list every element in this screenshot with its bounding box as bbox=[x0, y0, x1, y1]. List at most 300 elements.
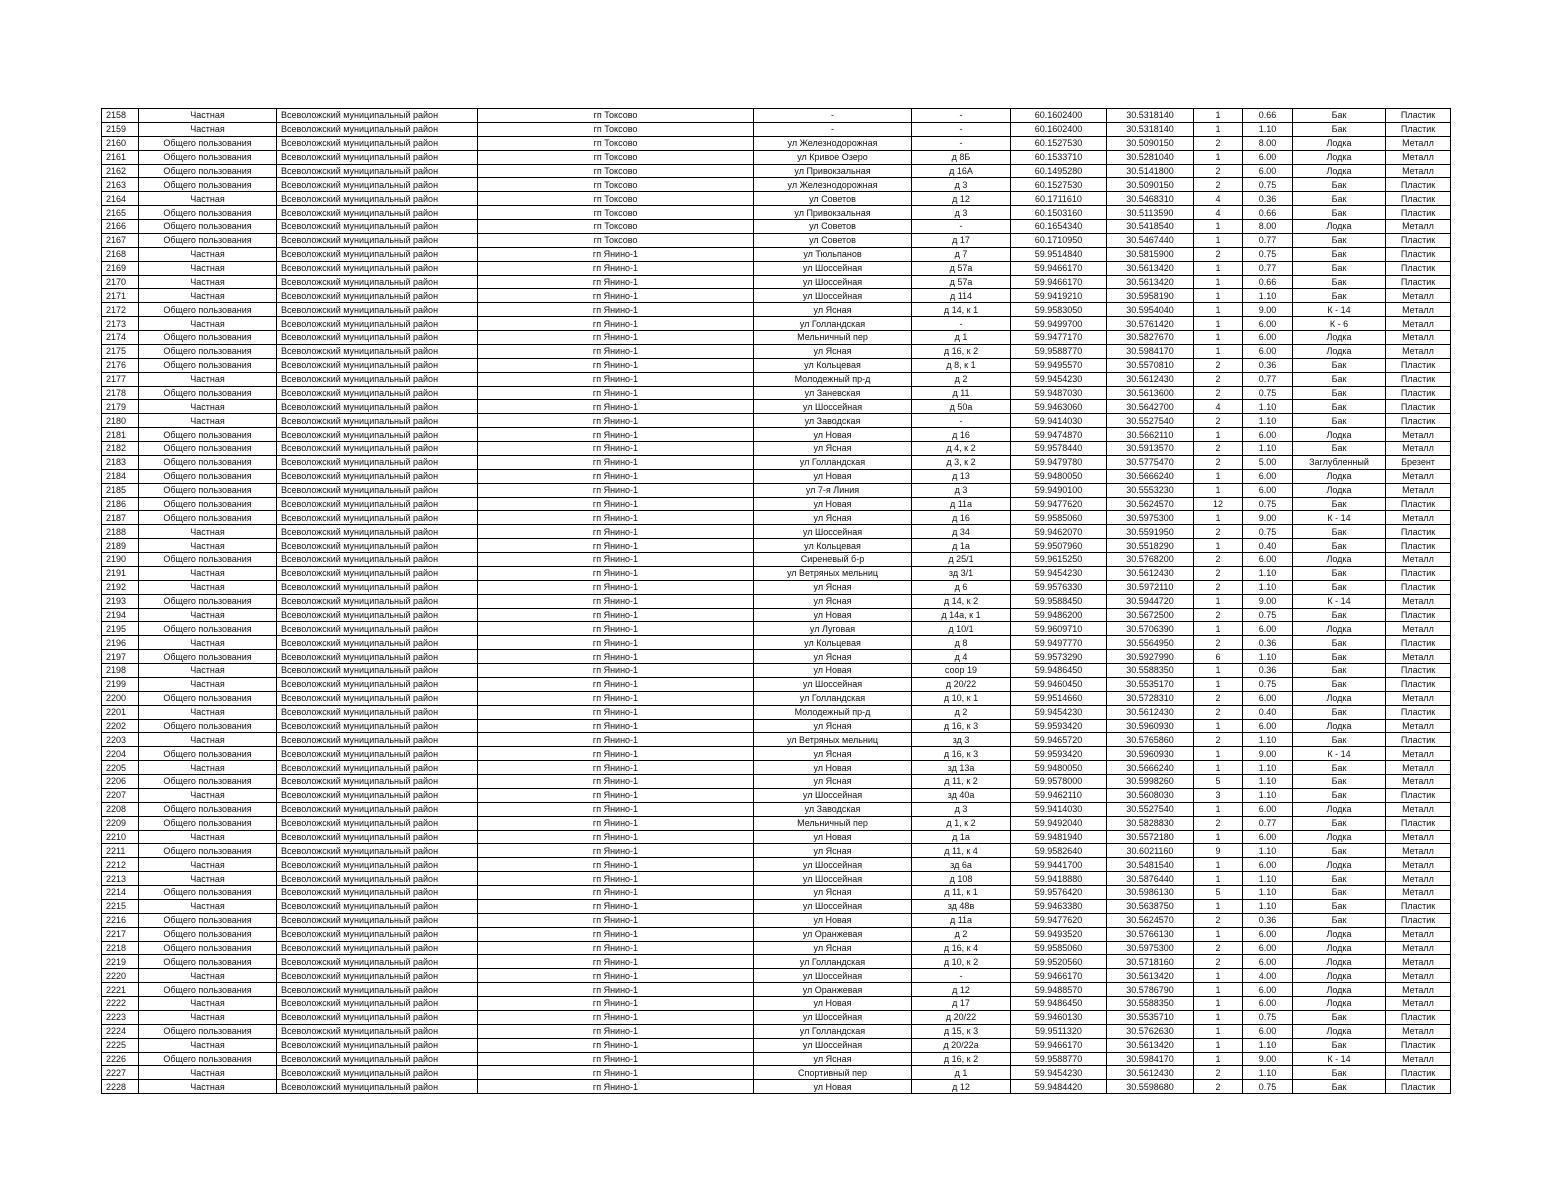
container-count-cell: 1 bbox=[1194, 261, 1243, 275]
container-type-cell: Бак bbox=[1293, 816, 1386, 830]
volume-cell: 0.75 bbox=[1243, 608, 1293, 622]
row-number-cell: 2203 bbox=[102, 733, 139, 747]
container-count-cell: 1 bbox=[1194, 233, 1243, 247]
settlement-cell: гп Янино-1 bbox=[478, 858, 754, 872]
settlement-cell: гп Янино-1 bbox=[478, 872, 754, 886]
row-number-cell: 2162 bbox=[102, 164, 139, 178]
volume-cell: 6.00 bbox=[1243, 927, 1293, 941]
container-type-cell: Заглубленный bbox=[1293, 455, 1386, 469]
table-row bbox=[102, 691, 1451, 705]
building-cell: - bbox=[912, 122, 1011, 136]
volume-cell: 6.00 bbox=[1243, 553, 1293, 567]
ownership-type-cell: Частная bbox=[139, 372, 277, 386]
longitude-cell: 30.5468310 bbox=[1107, 192, 1194, 206]
settlement-cell: гп Янино-1 bbox=[478, 1038, 754, 1052]
volume-cell: 0.77 bbox=[1243, 261, 1293, 275]
container-count-cell: 2 bbox=[1194, 164, 1243, 178]
row-number-cell: 2198 bbox=[102, 664, 139, 678]
longitude-cell: 30.5944720 bbox=[1107, 594, 1194, 608]
district-cell: Всеволожский муниципальный район bbox=[277, 261, 478, 275]
latitude-cell: 59.9490100 bbox=[1011, 483, 1107, 497]
ownership-type-cell: Общего пользования bbox=[139, 913, 277, 927]
street-cell: ул Шоссейная bbox=[754, 788, 912, 802]
volume-cell: 8.00 bbox=[1243, 220, 1293, 234]
longitude-cell: 30.6021160 bbox=[1107, 844, 1194, 858]
row-number-cell: 2218 bbox=[102, 941, 139, 955]
row-number-cell: 2172 bbox=[102, 303, 139, 317]
container-type-cell: Лодка bbox=[1293, 622, 1386, 636]
latitude-cell: 59.9492040 bbox=[1011, 816, 1107, 830]
ownership-type-cell: Частная bbox=[139, 414, 277, 428]
material-cell: Металл bbox=[1386, 317, 1451, 331]
settlement-cell: гп Янино-1 bbox=[478, 539, 754, 553]
settlement-cell: гп Янино-1 bbox=[478, 677, 754, 691]
table-row bbox=[102, 247, 1451, 261]
building-cell: д 17 bbox=[912, 233, 1011, 247]
table-row bbox=[102, 608, 1451, 622]
row-number-cell: 2188 bbox=[102, 525, 139, 539]
settlement-cell: гп Янино-1 bbox=[478, 247, 754, 261]
ownership-type-cell: Частная bbox=[139, 761, 277, 775]
row-number-cell: 2216 bbox=[102, 913, 139, 927]
latitude-cell: 59.9462110 bbox=[1011, 788, 1107, 802]
row-number-cell: 2210 bbox=[102, 830, 139, 844]
container-count-cell: 1 bbox=[1194, 483, 1243, 497]
row-number-cell: 2226 bbox=[102, 1052, 139, 1066]
street-cell: ул Голландская bbox=[754, 691, 912, 705]
container-count-cell: 2 bbox=[1194, 414, 1243, 428]
row-number-cell: 2196 bbox=[102, 636, 139, 650]
latitude-cell: 59.9460130 bbox=[1011, 1010, 1107, 1024]
container-type-cell: Бак bbox=[1293, 788, 1386, 802]
latitude-cell: 59.9466170 bbox=[1011, 261, 1107, 275]
street-cell: ул Шоссейная bbox=[754, 1038, 912, 1052]
row-number-cell: 2220 bbox=[102, 969, 139, 983]
longitude-cell: 30.5318140 bbox=[1107, 109, 1194, 123]
row-number-cell: 2185 bbox=[102, 483, 139, 497]
container-count-cell: 1 bbox=[1194, 303, 1243, 317]
settlement-cell: гп Янино-1 bbox=[478, 261, 754, 275]
latitude-cell: 59.9454230 bbox=[1011, 372, 1107, 386]
volume-cell: 1.10 bbox=[1243, 733, 1293, 747]
ownership-type-cell: Общего пользования bbox=[139, 428, 277, 442]
table-row bbox=[102, 1024, 1451, 1038]
container-count-cell: 1 bbox=[1194, 1024, 1243, 1038]
settlement-cell: гп Токсово bbox=[478, 220, 754, 234]
settlement-cell: гп Янино-1 bbox=[478, 497, 754, 511]
container-count-cell: 2 bbox=[1194, 1080, 1243, 1094]
ownership-type-cell: Частная bbox=[139, 872, 277, 886]
material-cell: Пластик bbox=[1386, 358, 1451, 372]
building-cell: д 108 bbox=[912, 872, 1011, 886]
street-cell: ул Ясная bbox=[754, 1052, 912, 1066]
ownership-type-cell: Общего пользования bbox=[139, 220, 277, 234]
row-number-cell: 2177 bbox=[102, 372, 139, 386]
longitude-cell: 30.5718160 bbox=[1107, 955, 1194, 969]
table-body bbox=[102, 109, 1451, 1094]
district-cell: Всеволожский муниципальный район bbox=[277, 428, 478, 442]
settlement-cell: гп Янино-1 bbox=[478, 622, 754, 636]
building-cell: д 2 bbox=[912, 705, 1011, 719]
ownership-type-cell: Общего пользования bbox=[139, 483, 277, 497]
settlement-cell: гп Янино-1 bbox=[478, 525, 754, 539]
settlement-cell: гп Янино-1 bbox=[478, 899, 754, 913]
latitude-cell: 59.9414030 bbox=[1011, 802, 1107, 816]
street-cell: ул Привокзальная bbox=[754, 164, 912, 178]
building-cell: д 20/22а bbox=[912, 1038, 1011, 1052]
container-type-cell: К - 6 bbox=[1293, 317, 1386, 331]
volume-cell: 6.00 bbox=[1243, 858, 1293, 872]
latitude-cell: 59.9486450 bbox=[1011, 664, 1107, 678]
settlement-cell: гп Янино-1 bbox=[478, 927, 754, 941]
longitude-cell: 30.5706390 bbox=[1107, 622, 1194, 636]
volume-cell: 6.00 bbox=[1243, 955, 1293, 969]
row-number-cell: 2184 bbox=[102, 469, 139, 483]
district-cell: Всеволожский муниципальный район bbox=[277, 497, 478, 511]
container-type-cell: Бак bbox=[1293, 442, 1386, 456]
street-cell: ул Кривое Озеро bbox=[754, 150, 912, 164]
latitude-cell: 59.9419210 bbox=[1011, 289, 1107, 303]
table-row bbox=[102, 719, 1451, 733]
longitude-cell: 30.5975300 bbox=[1107, 511, 1194, 525]
street-cell: ул Шоссейная bbox=[754, 858, 912, 872]
volume-cell: 6.00 bbox=[1243, 344, 1293, 358]
settlement-cell: гп Янино-1 bbox=[478, 691, 754, 705]
district-cell: Всеволожский муниципальный район bbox=[277, 1066, 478, 1080]
material-cell: Металл bbox=[1386, 747, 1451, 761]
table-row bbox=[102, 1010, 1451, 1024]
row-number-cell: 2194 bbox=[102, 608, 139, 622]
building-cell: д 17 bbox=[912, 997, 1011, 1011]
container-type-cell: Бак bbox=[1293, 261, 1386, 275]
district-cell: Всеволожский муниципальный район bbox=[277, 442, 478, 456]
building-cell: д 3 bbox=[912, 178, 1011, 192]
table-row bbox=[102, 178, 1451, 192]
volume-cell: 4.00 bbox=[1243, 969, 1293, 983]
material-cell: Пластик bbox=[1386, 400, 1451, 414]
volume-cell: 1.10 bbox=[1243, 1066, 1293, 1080]
material-cell: Металл bbox=[1386, 955, 1451, 969]
district-cell: Всеволожский муниципальный район bbox=[277, 1052, 478, 1066]
latitude-cell: 59.9488570 bbox=[1011, 983, 1107, 997]
settlement-cell: гп Янино-1 bbox=[478, 275, 754, 289]
row-number-cell: 2189 bbox=[102, 539, 139, 553]
ownership-type-cell: Общего пользования bbox=[139, 136, 277, 150]
volume-cell: 0.75 bbox=[1243, 1080, 1293, 1094]
table-row bbox=[102, 261, 1451, 275]
material-cell: Металл bbox=[1386, 511, 1451, 525]
building-cell: д 25/1 bbox=[912, 553, 1011, 567]
street-cell: ул Ясная bbox=[754, 844, 912, 858]
building-cell: д 12 bbox=[912, 983, 1011, 997]
settlement-cell: гп Токсово bbox=[478, 178, 754, 192]
container-count-cell: 1 bbox=[1194, 469, 1243, 483]
street-cell: ул Шоссейная bbox=[754, 872, 912, 886]
container-count-cell: 4 bbox=[1194, 400, 1243, 414]
settlement-cell: гп Янино-1 bbox=[478, 733, 754, 747]
latitude-cell: 59.9583050 bbox=[1011, 303, 1107, 317]
container-type-cell: Бак bbox=[1293, 872, 1386, 886]
container-count-cell: 1 bbox=[1194, 109, 1243, 123]
street-cell: ул Новая bbox=[754, 997, 912, 1011]
container-type-cell: Лодка bbox=[1293, 802, 1386, 816]
ownership-type-cell: Общего пользования bbox=[139, 719, 277, 733]
ownership-type-cell: Общего пользования bbox=[139, 747, 277, 761]
building-cell: - bbox=[912, 317, 1011, 331]
row-number-cell: 2195 bbox=[102, 622, 139, 636]
district-cell: Всеволожский муниципальный район bbox=[277, 455, 478, 469]
row-number-cell: 2193 bbox=[102, 594, 139, 608]
volume-cell: 1.10 bbox=[1243, 122, 1293, 136]
row-number-cell: 2168 bbox=[102, 247, 139, 261]
latitude-cell: 60.1503160 bbox=[1011, 206, 1107, 220]
table-row bbox=[102, 358, 1451, 372]
longitude-cell: 30.5090150 bbox=[1107, 178, 1194, 192]
settlement-cell: гп Янино-1 bbox=[478, 1052, 754, 1066]
street-cell: ул Новая bbox=[754, 1080, 912, 1094]
district-cell: Всеволожский муниципальный район bbox=[277, 150, 478, 164]
container-type-cell: Бак bbox=[1293, 608, 1386, 622]
latitude-cell: 59.9418880 bbox=[1011, 872, 1107, 886]
settlement-cell: гп Янино-1 bbox=[478, 414, 754, 428]
district-cell: Всеволожский муниципальный район bbox=[277, 830, 478, 844]
material-cell: Металл bbox=[1386, 303, 1451, 317]
table-row bbox=[102, 1038, 1451, 1052]
settlement-cell: гп Янино-1 bbox=[478, 608, 754, 622]
volume-cell: 1.10 bbox=[1243, 761, 1293, 775]
material-cell: Пластик bbox=[1386, 1038, 1451, 1052]
latitude-cell: 59.9477620 bbox=[1011, 497, 1107, 511]
latitude-cell: 59.9507960 bbox=[1011, 539, 1107, 553]
longitude-cell: 30.5975300 bbox=[1107, 941, 1194, 955]
container-type-cell: Лодка bbox=[1293, 483, 1386, 497]
building-cell: д 11, к 1 bbox=[912, 886, 1011, 900]
longitude-cell: 30.5672500 bbox=[1107, 608, 1194, 622]
settlement-cell: гп Янино-1 bbox=[478, 428, 754, 442]
container-type-cell: Бак bbox=[1293, 400, 1386, 414]
longitude-cell: 30.5090150 bbox=[1107, 136, 1194, 150]
container-type-cell: Бак bbox=[1293, 247, 1386, 261]
street-cell: ул Голландская bbox=[754, 1024, 912, 1038]
ownership-type-cell: Частная bbox=[139, 261, 277, 275]
latitude-cell: 59.9520560 bbox=[1011, 955, 1107, 969]
longitude-cell: 30.5958190 bbox=[1107, 289, 1194, 303]
district-cell: Всеволожский муниципальный район bbox=[277, 1080, 478, 1094]
container-count-cell: 1 bbox=[1194, 344, 1243, 358]
district-cell: Всеволожский муниципальный район bbox=[277, 927, 478, 941]
building-cell: д 1, к 2 bbox=[912, 816, 1011, 830]
street-cell: Сиреневый б-р bbox=[754, 553, 912, 567]
container-count-cell: 1 bbox=[1194, 622, 1243, 636]
material-cell: Пластик bbox=[1386, 192, 1451, 206]
container-type-cell: Бак bbox=[1293, 414, 1386, 428]
street-cell: ул Оранжевая bbox=[754, 983, 912, 997]
row-number-cell: 2161 bbox=[102, 150, 139, 164]
table-row bbox=[102, 899, 1451, 913]
material-cell: Пластик bbox=[1386, 636, 1451, 650]
material-cell: Металл bbox=[1386, 483, 1451, 497]
row-number-cell: 2160 bbox=[102, 136, 139, 150]
street-cell: ул Ясная bbox=[754, 719, 912, 733]
building-cell: - bbox=[912, 969, 1011, 983]
material-cell: Пластик bbox=[1386, 122, 1451, 136]
table-row bbox=[102, 386, 1451, 400]
street-cell: ул Шоссейная bbox=[754, 969, 912, 983]
material-cell: Пластик bbox=[1386, 788, 1451, 802]
table-row bbox=[102, 886, 1451, 900]
settlement-cell: гп Янино-1 bbox=[478, 941, 754, 955]
container-type-cell: Бак bbox=[1293, 358, 1386, 372]
building-cell: д 1а bbox=[912, 539, 1011, 553]
latitude-cell: 59.9466170 bbox=[1011, 1038, 1107, 1052]
settlement-cell: гп Янино-1 bbox=[478, 1080, 754, 1094]
district-cell: Всеволожский муниципальный район bbox=[277, 677, 478, 691]
longitude-cell: 30.5318140 bbox=[1107, 122, 1194, 136]
district-cell: Всеволожский муниципальный район bbox=[277, 233, 478, 247]
building-cell: д 3 bbox=[912, 802, 1011, 816]
district-cell: Всеволожский муниципальный район bbox=[277, 136, 478, 150]
table-row bbox=[102, 469, 1451, 483]
table-row bbox=[102, 858, 1451, 872]
latitude-cell: 59.9441700 bbox=[1011, 858, 1107, 872]
longitude-cell: 30.5612430 bbox=[1107, 372, 1194, 386]
ownership-type-cell: Общего пользования bbox=[139, 386, 277, 400]
container-count-cell: 1 bbox=[1194, 802, 1243, 816]
longitude-cell: 30.5527540 bbox=[1107, 802, 1194, 816]
longitude-cell: 30.5588350 bbox=[1107, 664, 1194, 678]
latitude-cell: 59.9495570 bbox=[1011, 358, 1107, 372]
latitude-cell: 59.9588770 bbox=[1011, 1052, 1107, 1066]
latitude-cell: 59.9460450 bbox=[1011, 677, 1107, 691]
ownership-type-cell: Общего пользования bbox=[139, 233, 277, 247]
district-cell: Всеволожский муниципальный район bbox=[277, 955, 478, 969]
volume-cell: 0.75 bbox=[1243, 247, 1293, 261]
latitude-cell: 59.9588450 bbox=[1011, 594, 1107, 608]
street-cell: ул Ясная bbox=[754, 650, 912, 664]
container-count-cell: 3 bbox=[1194, 788, 1243, 802]
latitude-cell: 60.1495280 bbox=[1011, 164, 1107, 178]
table-row bbox=[102, 317, 1451, 331]
district-cell: Всеволожский муниципальный район bbox=[277, 1038, 478, 1052]
container-type-cell: Лодка bbox=[1293, 428, 1386, 442]
street-cell: ул Шоссейная bbox=[754, 400, 912, 414]
street-cell: ул Тюльпанов bbox=[754, 247, 912, 261]
ownership-type-cell: Общего пользования bbox=[139, 358, 277, 372]
table-row bbox=[102, 566, 1451, 580]
container-count-cell: 2 bbox=[1194, 386, 1243, 400]
container-count-cell: 2 bbox=[1194, 566, 1243, 580]
container-type-cell: Бак bbox=[1293, 677, 1386, 691]
settlement-cell: гп Янино-1 bbox=[478, 886, 754, 900]
volume-cell: 8.00 bbox=[1243, 136, 1293, 150]
container-count-cell: 1 bbox=[1194, 428, 1243, 442]
volume-cell: 0.75 bbox=[1243, 497, 1293, 511]
container-count-cell: 2 bbox=[1194, 455, 1243, 469]
street-cell: ул Кольцевая bbox=[754, 539, 912, 553]
container-type-cell: Бак bbox=[1293, 705, 1386, 719]
building-cell: зд 6а bbox=[912, 858, 1011, 872]
ownership-type-cell: Частная bbox=[139, 1010, 277, 1024]
building-cell: д 34 bbox=[912, 525, 1011, 539]
settlement-cell: гп Янино-1 bbox=[478, 913, 754, 927]
container-type-cell: Лодка bbox=[1293, 691, 1386, 705]
volume-cell: 0.75 bbox=[1243, 525, 1293, 539]
container-count-cell: 1 bbox=[1194, 1010, 1243, 1024]
latitude-cell: 59.9480050 bbox=[1011, 761, 1107, 775]
container-type-cell: К - 14 bbox=[1293, 747, 1386, 761]
ownership-type-cell: Частная bbox=[139, 705, 277, 719]
district-cell: Всеволожский муниципальный район bbox=[277, 636, 478, 650]
longitude-cell: 30.5662110 bbox=[1107, 428, 1194, 442]
settlement-cell: гп Янино-1 bbox=[478, 469, 754, 483]
material-cell: Пластик bbox=[1386, 1080, 1451, 1094]
street-cell: ул Новая bbox=[754, 608, 912, 622]
table-row bbox=[102, 289, 1451, 303]
settlement-cell: гп Янино-1 bbox=[478, 1066, 754, 1080]
material-cell: Металл bbox=[1386, 969, 1451, 983]
container-count-cell: 1 bbox=[1194, 927, 1243, 941]
street-cell: ул Ясная bbox=[754, 941, 912, 955]
ownership-type-cell: Общего пользования bbox=[139, 594, 277, 608]
row-number-cell: 2211 bbox=[102, 844, 139, 858]
building-cell: д 11а bbox=[912, 497, 1011, 511]
settlement-cell: гп Янино-1 bbox=[478, 400, 754, 414]
volume-cell: 0.36 bbox=[1243, 636, 1293, 650]
settlement-cell: гп Янино-1 bbox=[478, 788, 754, 802]
material-cell: Пластик bbox=[1386, 261, 1451, 275]
table-row bbox=[102, 705, 1451, 719]
building-cell: д 14, к 1 bbox=[912, 303, 1011, 317]
settlement-cell: гп Янино-1 bbox=[478, 594, 754, 608]
material-cell: Металл bbox=[1386, 1024, 1451, 1038]
container-count-cell: 1 bbox=[1194, 317, 1243, 331]
material-cell: Металл bbox=[1386, 150, 1451, 164]
container-type-cell: Бак bbox=[1293, 636, 1386, 650]
ownership-type-cell: Общего пользования bbox=[139, 691, 277, 705]
container-type-cell: К - 14 bbox=[1293, 1052, 1386, 1066]
longitude-cell: 30.5642700 bbox=[1107, 400, 1194, 414]
street-cell: ул Железнодорожная bbox=[754, 178, 912, 192]
latitude-cell: 59.9454230 bbox=[1011, 566, 1107, 580]
building-cell: д 16, к 2 bbox=[912, 344, 1011, 358]
settlement-cell: гп Янино-1 bbox=[478, 802, 754, 816]
table-row bbox=[102, 511, 1451, 525]
building-cell: д 8 bbox=[912, 636, 1011, 650]
latitude-cell: 60.1602400 bbox=[1011, 109, 1107, 123]
longitude-cell: 30.5972110 bbox=[1107, 580, 1194, 594]
street-cell: ул Ясная bbox=[754, 303, 912, 317]
latitude-cell: 59.9477620 bbox=[1011, 913, 1107, 927]
material-cell: Металл bbox=[1386, 622, 1451, 636]
street-cell: ул Кольцевая bbox=[754, 636, 912, 650]
container-count-cell: 2 bbox=[1194, 247, 1243, 261]
container-type-cell: Бак bbox=[1293, 386, 1386, 400]
street-cell: Мельничный пер bbox=[754, 331, 912, 345]
volume-cell: 6.00 bbox=[1243, 802, 1293, 816]
settlement-cell: гп Токсово bbox=[478, 206, 754, 220]
container-type-cell: Лодка bbox=[1293, 927, 1386, 941]
volume-cell: 0.77 bbox=[1243, 372, 1293, 386]
volume-cell: 1.10 bbox=[1243, 566, 1293, 580]
row-number-cell: 2225 bbox=[102, 1038, 139, 1052]
ownership-type-cell: Общего пользования bbox=[139, 955, 277, 969]
district-cell: Всеволожский муниципальный район bbox=[277, 608, 478, 622]
ownership-type-cell: Общего пользования bbox=[139, 927, 277, 941]
material-cell: Пластик bbox=[1386, 206, 1451, 220]
longitude-cell: 30.5535710 bbox=[1107, 1010, 1194, 1024]
latitude-cell: 59.9593420 bbox=[1011, 719, 1107, 733]
street-cell: ул Ветряных мельниц bbox=[754, 566, 912, 580]
